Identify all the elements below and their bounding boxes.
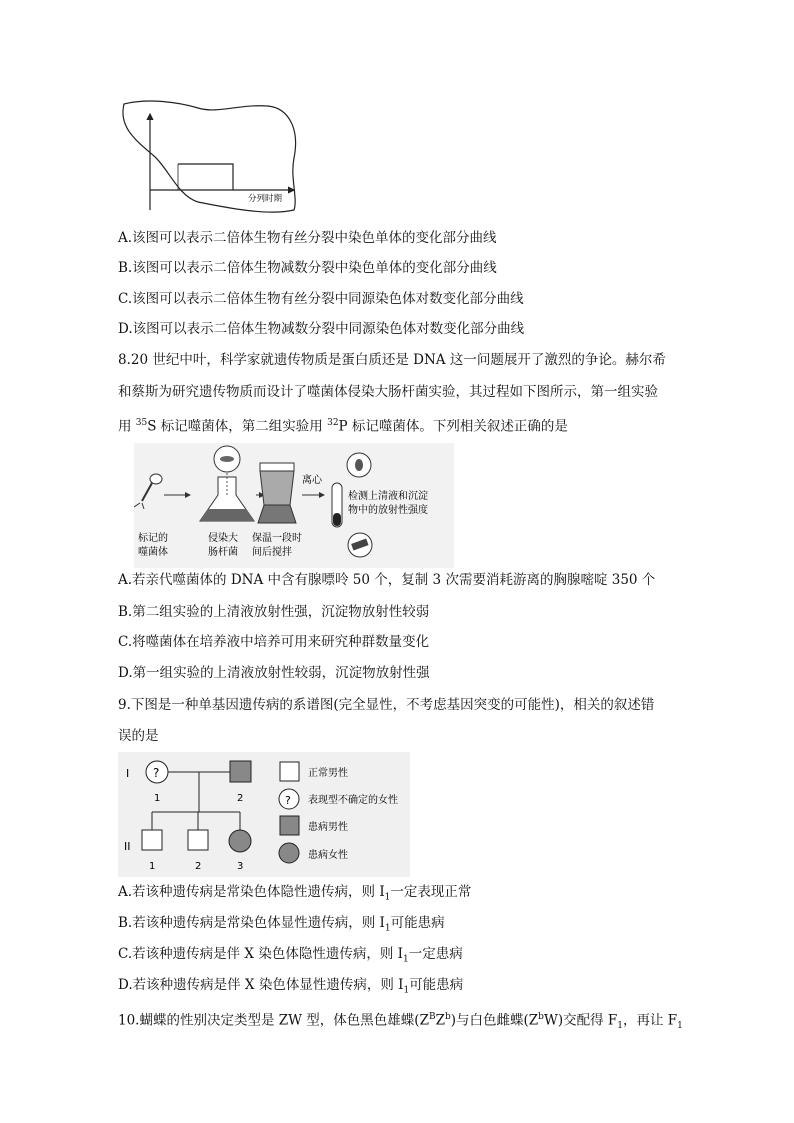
centrifuge-label: 离心	[302, 475, 322, 486]
legend-question-mark: ?	[285, 794, 291, 807]
gen-2-label: II	[124, 840, 131, 853]
blender-icon	[258, 463, 296, 523]
q8-option-b: B.第二组实验的上清液放射性强，沉淀物放射性较弱	[118, 604, 430, 620]
legend-normal-male-symbol	[280, 762, 299, 781]
ii1-number: 1	[149, 861, 156, 872]
detect-label-line1: 检测上清液和沉淀	[348, 491, 428, 502]
legend-affected-male: 患病男性	[308, 822, 348, 833]
q8-option-c: C.将噬菌体在培养液中培养可用来研究种群数量变化	[118, 634, 430, 650]
label-incubate-2: 间后搅拌	[252, 547, 292, 558]
q9-option-b: B.若该种遗传病是常染色体显性遗传病，则 $I_1$可能患病	[118, 915, 445, 934]
q7-option-d: D.该图可以表示二倍体生物减数分裂中同源染色体对数变化部分曲线	[118, 321, 525, 337]
legend-unknown-female: 表现型不确定的女性	[308, 795, 398, 806]
legend-affected-male-symbol	[280, 816, 299, 835]
label-incubate-1: 保温一段时	[252, 533, 302, 544]
q7-option-b: B.该图可以表示二倍体生物减数分裂中染色单体的变化部分曲线	[118, 260, 497, 276]
ii2-normal-male	[188, 830, 208, 850]
division-curve-figure	[118, 98, 304, 218]
q8-stem-line2: 和蔡斯为研究遗传物质而设计了噬菌体侵染大肠杆菌实验，其过程如下图所示，第一组实验	[118, 384, 658, 400]
curve-line	[178, 164, 233, 190]
detect-label-line2: 物中的放射性强度	[348, 505, 428, 516]
legend-affected-female-symbol	[279, 843, 299, 863]
q9-option-a: A.若该种遗传病是常染色体隐性遗传病，则 $I_1$一定表现正常	[118, 884, 472, 903]
q8-option-a: A.若亲代噬菌体的 DNA 中含有腺嘌呤 50 个，复制 3 次需要消耗游离的胸腺嘧啶 350 个	[118, 572, 656, 588]
q8-stem-line3: 用 $^{35}$S 标记噬菌体，第二组实验用 $^{32}$P 标记噬菌体。下列相关叙述正确的是	[118, 418, 568, 435]
ii3-number: 3	[237, 861, 244, 872]
i2-number: 2	[237, 793, 244, 804]
i1-question-mark: ?	[153, 766, 160, 780]
label-infect-1: 侵染大	[208, 533, 238, 544]
legend-normal-male: 正常男性	[308, 768, 348, 779]
gen-1-label: I	[126, 767, 130, 780]
q8-option-d: D.第一组实验的上清液放射性较弱，沉淀物放射性强	[118, 665, 430, 681]
i2-affected-male	[230, 761, 251, 782]
q8-stem-line1: 8.20 世纪中叶，科学家就遗传物质是蛋白质还是 DNA 这一问题展开了激烈的争论。赫尔希	[118, 352, 666, 368]
phage-experiment-figure	[134, 443, 454, 568]
q9-stem-line2: 误的是	[118, 728, 159, 744]
pedigree-figure	[118, 752, 410, 877]
legend-affected-female: 患病女性	[308, 850, 348, 861]
q9-option-d: D.若该种遗传病是伴 X 染色体显性遗传病，则 $I_1$可能患病	[118, 977, 464, 996]
q7-option-c: C.该图可以表示二倍体生物有丝分裂中同源染色体对数变化部分曲线	[118, 291, 524, 307]
label-marked-phage-1: 标记的	[138, 533, 168, 544]
q10-stem-line1: 10.蝴蝶的性别决定类型是 ZW 型，体色黑色雄蝶$(Z^BZ^b)$与白色雌蝶$(Z^bW)$交配得 $F_1$，再让 $F_1$	[118, 1012, 683, 1032]
q7-option-a: A.该图可以表示二倍体生物有丝分裂中染色单体的变化部分曲线	[118, 230, 497, 246]
q9-stem-line1: 9.下图是一种单基因遗传病的系谱图(完全显性，不考虑基因突变的可能性)，相关的叙述错	[118, 697, 655, 713]
label-marked-phage-2: 噬菌体	[138, 547, 168, 558]
ii3-affected-female	[229, 830, 251, 852]
i1-number: 1	[154, 793, 161, 804]
ii2-number: 2	[195, 861, 202, 872]
ii1-normal-male	[142, 830, 162, 850]
label-infect-2: 肠杆菌	[208, 547, 238, 558]
x-axis-label: 分列时期	[248, 194, 283, 204]
q9-option-c: C.若该种遗传病是伴 X 染色体隐性遗传病，则 $I_1$一定患病	[118, 946, 463, 965]
